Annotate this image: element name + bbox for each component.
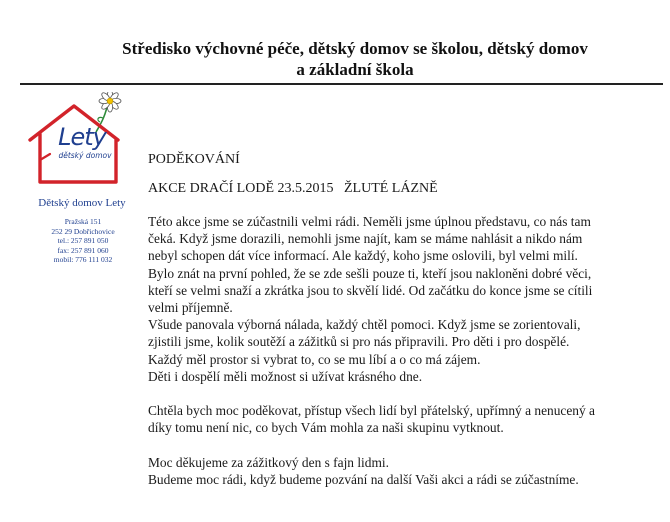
mobile-number: mobil: 776 111 032	[53, 255, 113, 265]
body-line: Každý měl prostor si vybrat to, co se mu líbí a o co má zájem.	[148, 351, 481, 367]
address-street: Pražská 151	[64, 217, 102, 226]
logo-subtitle: dětský domov	[58, 151, 112, 160]
body-line: díky tomu není nic, co bych Vám mohla za naši skupinu vytknout.	[148, 420, 504, 436]
letterhead-divider	[20, 83, 663, 85]
letterhead-title-line-2: a základní škola	[296, 60, 414, 79]
organization-name: Dětský domov Lety	[38, 197, 126, 209]
body-line: čeká. Když jsme dorazili, nemohli jsme najít, kam se máme nahlásit a nikdo nám	[148, 231, 583, 247]
contact-block	[36, 217, 130, 265]
body-line: Moc děkujeme za zážitkový den s fajn lidmi.	[148, 454, 389, 470]
letterhead-title	[60, 38, 650, 80]
phone-number: tel.: 257 891 050	[57, 236, 109, 246]
body-line: Děti i dospělí měli možnost si užívat krásného dne.	[148, 368, 423, 384]
letter-heading: PODĚKOVÁNÍ	[148, 152, 240, 167]
body-line: velmi příjemně.	[148, 300, 233, 316]
letter-body	[148, 213, 660, 488]
body-line: Této akce jsme se zúčastnili velmi rádi. Neměli jsme úplnou představu, co nás tam	[148, 214, 591, 229]
body-line: kteří se velmi snaží a zkrátka jsou to skvělí lidé. Od začátku do konce jsme se cítili	[148, 282, 593, 298]
address-city: 252 29 Dobřichovice	[51, 226, 115, 236]
body-line: nebyl schopen dát více informací. Ale každý, koho jsme oslovili, byl velmi milí.	[148, 248, 578, 264]
paragraph-3	[148, 454, 660, 488]
logo-wordmark: Lety	[58, 123, 106, 151]
event-heading: AKCE DRAČÍ LODĚ 23.5.2015 ŽLUTÉ LÁZNĚ	[148, 181, 438, 196]
body-line: Všude panovala výborná nálada, každý chtěl pomoci. Když jsme se zorientovali,	[148, 317, 581, 333]
fax-number: fax: 257 891 060	[57, 245, 109, 255]
body-line: Budeme moc rádi, když budeme pozvání na další Vaši akci a rádi se zúčastníme.	[148, 472, 579, 488]
paragraph-gap	[148, 385, 660, 402]
body-line: Bylo znát na první pohled, že se zde sešli pouze ti, kteří jsou nakloněni dobré věci,	[148, 265, 592, 281]
body-line: Chtěla bych moc poděkovat, přístup všech lidí byl přátelský, upřímný a nenucený a	[148, 403, 595, 419]
paragraph-gap	[148, 437, 660, 454]
paragraph-2	[148, 402, 660, 436]
body-line: zjistili jsme, kolik soutěží a zážitků si pro nás připravili. Pro děti i pro dospělé.	[148, 334, 570, 350]
paragraph-1	[148, 213, 660, 385]
letterhead-title-line-1: Středisko výchovné péče, dětský domov se školou, dětský domov	[122, 39, 588, 58]
